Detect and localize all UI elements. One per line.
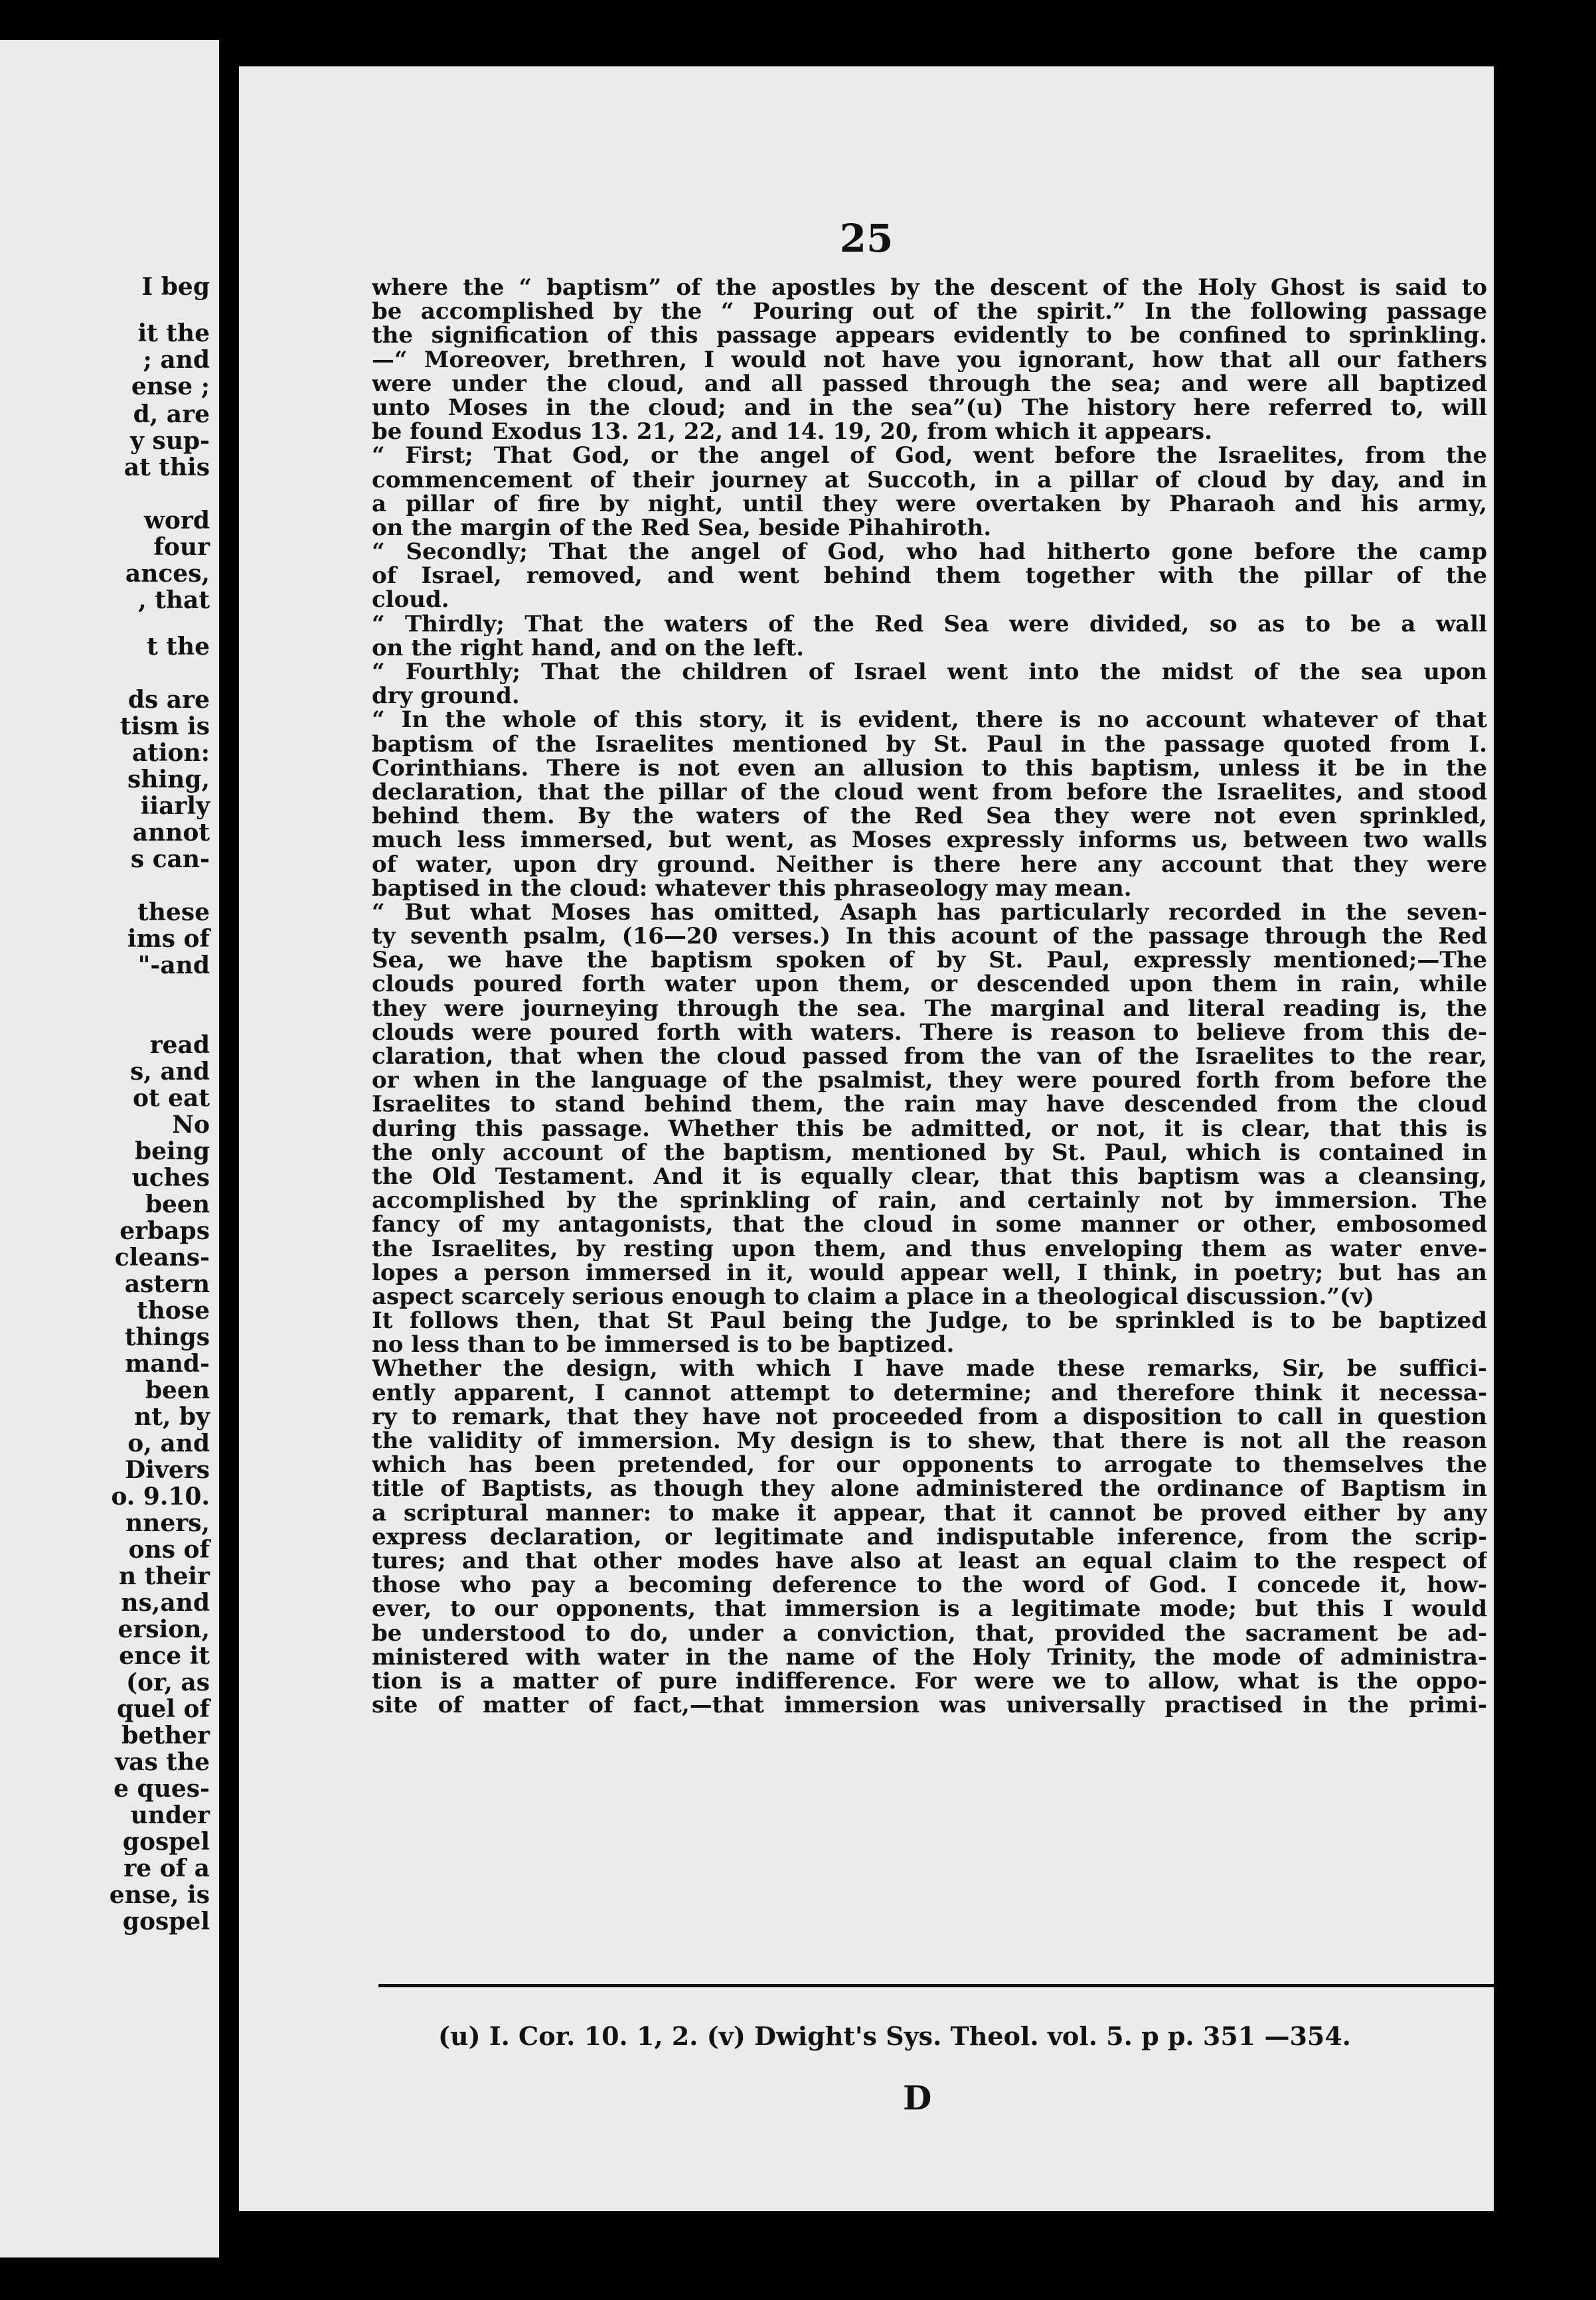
left-page-line: been <box>145 1191 210 1218</box>
left-page-line: uches <box>131 1164 210 1192</box>
left-page-line: been <box>145 1376 210 1404</box>
body-line: commencement of their journey at Succoth, in a pillar of cloud by day, and in <box>372 467 1487 492</box>
left-page-line: erbaps <box>120 1217 210 1245</box>
body-line: those who pay a becoming deference to the word of God. I concede it, how- <box>372 1573 1487 1598</box>
body-line: a pillar of fire by night, until they were overtaken by Pharaoh and his army, <box>372 491 1487 516</box>
body-line: —“ Moreover, brethren, I would not have you ignorant, how that all our fathers <box>372 347 1487 372</box>
body-line: baptised in the cloud: whatever this phraseology may mean. <box>372 876 1132 900</box>
footnotes: (u) I. Cor. 10. 1, 2. (v) Dwight's Sys. Theol. vol. 5. p p. 351 —354. <box>438 2021 1351 2051</box>
body-line: claration, that when the cloud passed from the van of the Israelites to the rear, <box>372 1044 1487 1069</box>
left-page-line: ds are <box>127 686 210 714</box>
book-page <box>239 66 1494 2211</box>
body-line: of Israel, removed, and went behind them together with the pillar of the <box>372 564 1487 588</box>
body-line: the validity of immersion. My design is to shew, that there is not all the reason <box>372 1429 1487 1453</box>
left-page-line: at this <box>123 453 210 481</box>
body-line: or when in the language of the psalmist, they were poured forth from before the <box>372 1068 1487 1093</box>
body-line: the Israelites, by resting upon them, and thus enveloping them as water enve- <box>372 1236 1487 1261</box>
left-page-line: gospel <box>122 1908 210 1935</box>
body-line: cloud. <box>372 588 449 612</box>
body-line: of water, upon dry ground. Neither is there here any account that they were <box>372 852 1487 876</box>
body-line: baptism of the Israelites mentioned by St. Paul in the passage quoted from I. <box>372 732 1487 756</box>
body-line: behind them. By the waters of the Red Sea they were not even sprinkled, <box>372 804 1487 829</box>
body-line: ty seventh psalm, (16—20 verses.) In this acount of the passage through the Red <box>372 924 1487 949</box>
body-line: “ Secondly; That the angel of God, who had hitherto gone before the camp <box>372 540 1487 564</box>
left-page-line: ense, is <box>109 1881 210 1909</box>
body-line: “ First; That God, or the angel of God, went before the Israelites, from the <box>372 444 1487 468</box>
left-page-line: nt, by <box>134 1403 210 1431</box>
left-page-line: being <box>134 1137 210 1165</box>
left-page-line: , that <box>138 586 210 614</box>
left-page-line: astern <box>124 1270 210 1298</box>
body-line: site of matter of fact,—that immersion was universally practised in the primi- <box>372 1693 1487 1718</box>
left-page-line: d, are <box>133 400 210 428</box>
body-line: accomplished by the sprinkling of rain, and certainly not by immersion. The <box>372 1189 1487 1213</box>
body-line: be found Exodus 13. 21, 22, and 14. 19, 20, from which it appears. <box>372 420 1213 444</box>
left-page-line: word <box>143 507 210 534</box>
body-line: they were journeying through the sea. The marginal and literal reading is, the <box>372 996 1487 1021</box>
left-page-line: annot <box>132 819 210 847</box>
body-line: where the “ baptism” of the apostles by the descent of the Holy Ghost is said to <box>372 276 1487 300</box>
body-line: a scriptural manner: to make it appear, that it cannot be proved either by any <box>372 1501 1487 1525</box>
left-page-line: ns,and <box>121 1589 210 1617</box>
left-page-line: under <box>130 1801 210 1829</box>
body-line: aspect scarcely serious enough to claim a place in a theological discussion.”(v) <box>372 1284 1374 1309</box>
left-page-line: s can- <box>130 845 210 873</box>
body-line: Israelites to stand behind them, the rain may have descended from the cloud <box>372 1092 1487 1117</box>
body-line: Corinthians. There is not even an allusion to this baptism, unless it be in the <box>372 756 1487 780</box>
body-line: much less immersed, but went, as Moses expressly informs us, between two walls <box>372 828 1487 853</box>
body-line: title of Baptists, as though they alone administered the ordinance of Baptism in <box>372 1477 1487 1501</box>
left-page-line: e ques- <box>114 1775 210 1803</box>
left-page-line: four <box>153 533 210 561</box>
body-line: the only account of the baptism, mentioned by St. Paul, which is contained in <box>372 1140 1487 1165</box>
body-line: fancy of my antagonists, that the cloud in some manner or other, embosomed <box>372 1212 1487 1237</box>
left-page-line: n their <box>118 1562 210 1590</box>
left-page-line: these <box>137 898 210 926</box>
page-number: 25 <box>839 216 894 261</box>
left-page-line: vas the <box>115 1748 210 1776</box>
left-page-line: t the <box>147 633 210 661</box>
left-page-line: mand- <box>125 1350 210 1378</box>
signature-mark: D <box>903 2078 932 2117</box>
left-page-line: cleans- <box>114 1244 210 1272</box>
body-line: dry ground. <box>372 684 520 708</box>
body-line: during this passage. Whether this be admitted, or not, it is clear, that this is <box>372 1116 1487 1141</box>
body-line: unto Moses in the cloud; and in the sea”(u) The history here referred to, will <box>372 395 1487 420</box>
body-line: on the right hand, and on the left. <box>372 635 805 660</box>
body-line: Sea, we have the baptism spoken of by St. Paul, expressly mentioned;—The <box>372 948 1487 973</box>
body-line: lopes a person immersed in it, would appear well, I think, in poetry; but has an <box>372 1260 1487 1285</box>
body-line: “ But what Moses has omitted, Asaph has particularly recorded in the seven- <box>372 900 1487 925</box>
left-page-line: o, and <box>127 1430 210 1457</box>
body-line: Whether the design, with which I have made these remarks, Sir, be suffici- <box>372 1356 1487 1381</box>
left-page-line: Divers <box>125 1456 210 1484</box>
left-page-line: o. 9.10. <box>111 1483 210 1511</box>
body-line: ministered with water in the name of the Holy Trinity, the mode of administra- <box>372 1645 1487 1669</box>
body-line: “ Thirdly; That the waters of the Red Sea were divided, so as to be a wall <box>372 612 1487 636</box>
left-page-line: ersion, <box>118 1615 210 1643</box>
left-page-line: gospel <box>122 1828 210 1856</box>
left-page-line: ense ; <box>131 372 210 400</box>
footnote-rule <box>378 1984 1494 1987</box>
body-line: tion is a matter of pure indifference. For were we to allow, what is the oppo- <box>372 1669 1487 1694</box>
body-line: It follows then, that St Paul being the Judge, to be sprinkled is to be baptized <box>372 1309 1487 1333</box>
body-line: tures; and that other modes have also at least an equal claim to the respect of <box>372 1548 1487 1574</box>
body-line: clouds poured forth water upon them, or descended upon them in rain, while <box>372 972 1487 997</box>
adjacent-page-fragment <box>0 40 219 2258</box>
body-line: be understood to do, under a conviction, that, provided the sacrament be ad- <box>372 1621 1487 1645</box>
left-page-line: (or, as <box>125 1669 210 1696</box>
left-page-line: bether <box>121 1722 210 1750</box>
body-line: no less than to be immersed is to be baptized. <box>372 1333 955 1357</box>
left-page-line: ation: <box>131 739 210 767</box>
left-page-line: iiarly <box>140 792 210 820</box>
left-page-line: y sup- <box>129 427 210 455</box>
body-line: ry to remark, that they have not proceeded from a disposition to call in question <box>372 1404 1487 1429</box>
left-page-line: No <box>172 1111 210 1139</box>
left-page-line: nners, <box>125 1509 210 1537</box>
body-line: ever, to our opponents, that immersion is a legitimate mode; but this I would <box>372 1597 1487 1621</box>
left-page-line: ances, <box>125 560 210 588</box>
body-line: were under the cloud, and all passed through the sea; and were all baptized <box>372 371 1487 396</box>
body-line: “ Fourthly; That the children of Israel went into the midst of the sea upon <box>372 660 1487 685</box>
body-line: the signification of this passage appears evidently to be confined to sprinkling. <box>372 323 1487 348</box>
body-line: which has been pretended, for our opponents to arrogate to themselves the <box>372 1453 1487 1477</box>
body-line: express declaration, or legitimate and indisputable inference, from the scrip- <box>372 1524 1487 1549</box>
left-page-line: re of a <box>123 1854 210 1882</box>
left-page-line: ot eat <box>132 1084 210 1112</box>
left-page-line: "-and <box>137 951 210 979</box>
left-page-line: those <box>137 1297 210 1325</box>
left-page-line: ence it <box>119 1642 210 1670</box>
body-line: “ In the whole of this story, it is evident, there is no account whatever of that <box>372 708 1487 732</box>
left-page-line: I beg <box>141 273 210 301</box>
left-page-line: shing, <box>127 766 210 793</box>
body-line: clouds were poured forth with waters. There is reason to believe from this de- <box>372 1020 1487 1044</box>
body-line: ently apparent, I cannot attempt to determine; and therefore think it necessa- <box>372 1380 1487 1405</box>
left-page-line: ons of <box>128 1536 210 1564</box>
book-gutter <box>222 53 232 2211</box>
left-page-line: it the <box>137 319 210 347</box>
left-page-line: ; and <box>143 346 210 374</box>
body-line: the Old Testament. And it is equally clear, that this baptism was a cleansing, <box>372 1164 1487 1189</box>
body-line: be accomplished by the “ Pouring out of the spirit.” In the following passage <box>372 299 1487 324</box>
left-page-line: read <box>149 1031 210 1059</box>
left-page-line: ims of <box>127 925 210 953</box>
left-page-line: quel of <box>117 1695 210 1723</box>
body-line: declaration, that the pillar of the cloud went from before the Israelites, and stood <box>372 780 1487 805</box>
left-page-line: s, and <box>129 1058 210 1086</box>
body-line: on the margin of the Red Sea, beside Pihahiroth. <box>372 515 992 540</box>
left-page-line: tism is <box>120 712 210 740</box>
left-page-line: things <box>124 1323 210 1351</box>
body-text <box>372 276 1487 1717</box>
